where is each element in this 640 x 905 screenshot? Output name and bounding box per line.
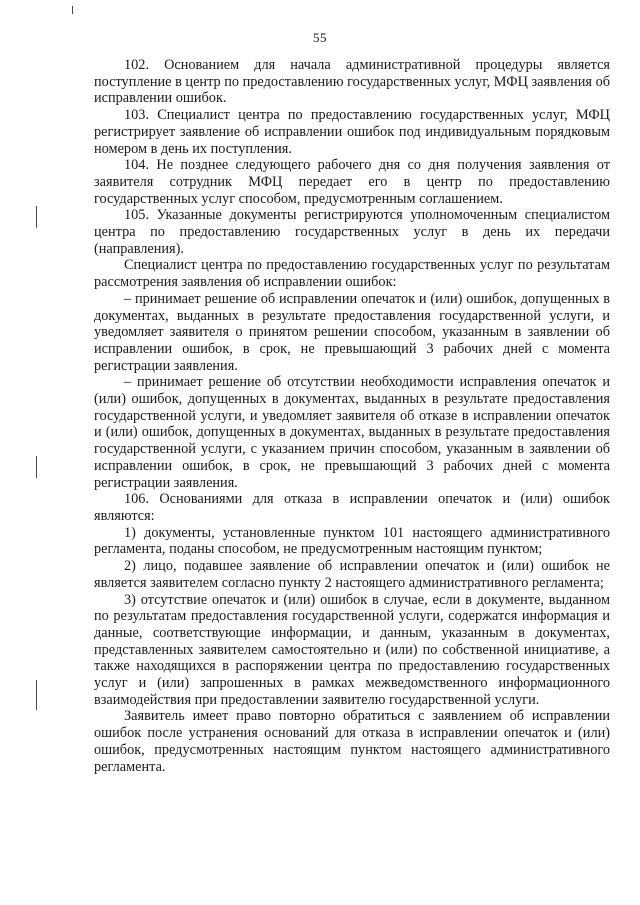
- document-body: [94, 57, 610, 775]
- paragraph-106: 106. Основаниями для отказа в исправлении опечаток и (или) ошибок являются:: [94, 491, 610, 524]
- paragraph-reapply: Заявитель имеет право повторно обратиться с заявлением об исправлении ошибок после устранения оснований для отказа в исправлении опечаток и (или) ошибок, предусмотренных настоящим пунктом настоящего административного регламента.: [94, 708, 610, 775]
- scan-artifact-top: [72, 6, 73, 14]
- paragraph-decision-refuse: – принимает решение об отсутствии необходимости исправления опечаток и (или) ошибок, допущенных в документах, выданных в результате предоставления государственной услуги, и уведомляет заявителя об отказе в исправлении опечаток и (или) ошибок, допущенных в документах, выданных в результате предоставления государственной услуги, с указанием причин способом, указанным в заявлении об исправлении ошибок, в срок, не превышающий 3 рабочих дней с момента регистрации заявления.: [94, 374, 610, 491]
- paragraph-106-item-2: 2) лицо, подавшее заявление об исправлении опечаток и (или) ошибок не является заявителем согласно пункту 2 настоящего административного регламента;: [94, 558, 610, 591]
- paragraph-102: 102. Основанием для начала административной процедуры является поступление в центр по предоставлению государственных услуг, МФЦ заявления об исправлении ошибок.: [94, 57, 610, 107]
- scan-artifact-upper: [36, 206, 37, 228]
- paragraph-specialist-intro: Специалист центра по предоставлению государственных услуг по результатам рассмотрения заявления об исправлении ошибок:: [94, 257, 610, 291]
- paragraph-decision-correct: – принимает решение об исправлении опечаток и (или) ошибок, допущенных в документах, выданных в результате предоставления государственной услуги, и уведомляет заявителя о принятом решении способом, указанным в заявлении об исправлении ошибок, в срок, не превышающий 3 рабочих дней с момента регистрации заявления.: [94, 290, 610, 374]
- page-number: 55: [313, 30, 327, 45]
- scan-artifact-lower: [36, 680, 37, 710]
- paragraph-104: 104. Не позднее следующего рабочего дня со дня получения заявления от заявителя сотрудник МФЦ передает его в центр по предоставлению государственных услуг способом, предусмотренным соглашением.: [94, 157, 610, 207]
- paragraph-105: 105. Указанные документы регистрируются уполномоченным специалистом центра по предоставлению государственных услуг в день их передачи (направления).: [94, 207, 610, 257]
- paragraph-106-item-1: 1) документы, установленные пунктом 101 настоящего административного регламента, поданы способом, не предусмотренным настоящим пунктом;: [94, 524, 610, 558]
- paragraph-106-item-3: 3) отсутствие опечаток и (или) ошибок в случае, если в документе, выданном по результатам предоставления государственной услуги, содержатся информация и данные, соответствующие информации, и данным, указанным в документах, представленных заявителем самостоятельно и (или) по собственной инициативе, а также находящихся в распоряжении центра по предоставлению государственных услуг и (или) запрошенных в рамках межведомственного информационного взаимодействия при предоставлении заявителю государственной услуги.: [94, 591, 610, 708]
- scan-artifact-middle: [36, 456, 37, 478]
- paragraph-103: 103. Специалист центра по предоставлению государственных услуг, МФЦ регистрирует заявление об исправлении ошибок под индивидуальным порядковым номером в день их поступления.: [94, 107, 610, 157]
